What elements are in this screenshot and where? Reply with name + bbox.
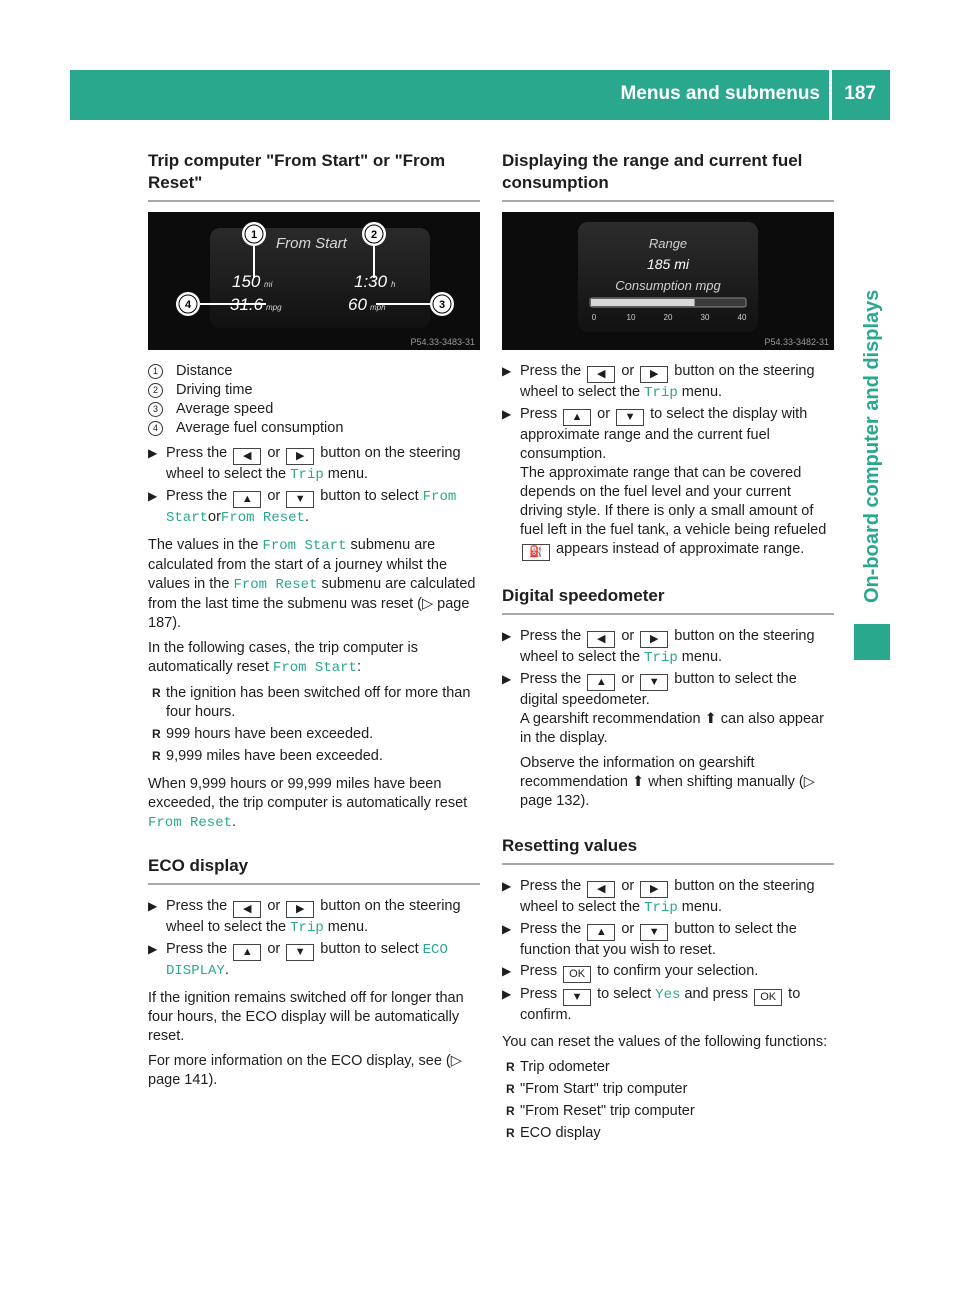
menu-name: From Start: [262, 538, 347, 554]
list-item: R "From Reset" trip computer: [506, 1103, 695, 1119]
step-arrow-icon: ▶: [502, 922, 512, 936]
step-arrow-icon: ▶: [148, 446, 158, 460]
instruction-step: ▶ Press the ◀ or ▶ button on the steering wheel to select the Trip menu.: [502, 363, 815, 401]
section-title-eco-display: ECO display: [148, 855, 480, 885]
callout-2: [362, 222, 386, 246]
step-arrow-icon: ▶: [502, 364, 512, 378]
time-unit: h: [391, 280, 396, 289]
left-arrow-key-icon: ◀: [233, 901, 261, 918]
right-column: [502, 150, 834, 1146]
paragraph: When 9,999 hours or 99,999 miles have been exceeded, the trip computer is automatically reset From Reset.: [148, 776, 468, 831]
figure-code: P54.33-3483-31: [410, 337, 475, 347]
instruction-step: ▶ Press the ◀ or ▶ button on the steering wheel to select the Trip menu.: [502, 628, 815, 666]
menu-name: From Start: [166, 489, 457, 526]
paragraph: You can reset the values of the following functions:: [502, 1034, 828, 1050]
up-arrow-key-icon: ▲: [587, 674, 615, 691]
instruction-step: ▶ Press ▲ or ▼ to select the display with approximate range and the current fuel consumption. The approximate range that can be covered depends on the fuel level and your current driving style. If there is only a small amount of fuel left in the fuel tank, a vehicle being refueled ⛽ appears instead of approximate range.: [502, 405, 834, 561]
list-item: R 9,999 miles have been exceeded.: [152, 748, 383, 764]
step-arrow-icon: ▶: [502, 964, 512, 978]
step-arrow-icon: ▶: [502, 407, 512, 421]
consumption-tick-label: 10: [626, 313, 636, 322]
up-arrow-key-icon: ▲: [233, 944, 261, 961]
range-value: 185 mi: [646, 256, 690, 272]
side-tab-block: [854, 624, 890, 660]
distance-value: 150: [232, 272, 261, 291]
instruction-step: ▶ Press the ▲ or ▼ button to select the digital speedometer. A gearshift recommendation ⬆ can also appear in the display. Observe the information on gearshift recommendation ⬆ when shifting manually (▷ page 132).: [502, 671, 824, 809]
paragraph: The values in the From Start submenu are calculated from the start of a journey whilst the values in the From Reset submenu are calculated from the last time the submenu was reset (▷ page 187).: [148, 537, 476, 631]
list-item: R Trip odometer: [506, 1059, 610, 1075]
bullet-icon: R: [152, 686, 161, 700]
consumption-tick-label: 40: [737, 313, 747, 322]
legend-text: Distance: [176, 363, 233, 379]
right-arrow-key-icon: ▶: [286, 901, 314, 918]
step-arrow-icon: ▶: [502, 879, 512, 893]
down-arrow-key-icon: ▼: [286, 944, 314, 961]
menu-name: From Start: [272, 660, 357, 676]
callout-1: [242, 222, 266, 246]
menu-name: From Reset: [233, 577, 318, 593]
down-arrow-key-icon: ▼: [563, 989, 591, 1006]
menu-option: Yes: [655, 987, 681, 1003]
bullet-icon: R: [506, 1126, 515, 1140]
up-arrow-key-icon: ▲: [563, 409, 591, 426]
section-title-trip-computer: Trip computer "From Start" or "From Reset": [148, 150, 480, 202]
left-arrow-key-icon: ◀: [233, 448, 261, 465]
list-item: R 999 hours have been exceeded.: [152, 726, 374, 742]
page-number: 187: [844, 83, 876, 104]
ok-key-icon: OK: [563, 966, 591, 983]
distance-unit: mi: [264, 280, 273, 289]
down-arrow-key-icon: ▼: [616, 409, 644, 426]
down-arrow-key-icon: ▼: [640, 674, 668, 691]
consumption-tick-label: 0: [591, 313, 597, 322]
legend-number: 1: [148, 364, 163, 379]
bullet-icon: R: [152, 749, 161, 763]
paragraph: If the ignition remains switched off for longer than four hours, the ECO display will be automatically reset.: [148, 990, 464, 1044]
menu-name: Trip: [290, 467, 324, 483]
trip-computer-figure: [148, 212, 480, 350]
consumption-label: Consumption mpg: [615, 278, 721, 293]
menu-name: ECO DISPLAY: [166, 942, 448, 979]
instruction-step: ▶ Press the ▲ or ▼ button to select ECO DISPLAY.: [148, 941, 448, 979]
legend-number: 2: [148, 383, 163, 398]
bullet-icon: R: [506, 1060, 515, 1074]
instruction-step: ▶ Press OK to confirm your selection.: [502, 962, 834, 983]
consumption-value: 31.6: [230, 295, 264, 314]
time-value: 1:30: [354, 272, 388, 291]
callout-3: [430, 292, 454, 316]
svg-text:2: 2: [370, 229, 378, 241]
legend-text: Driving time: [176, 382, 253, 398]
step-arrow-icon: ▶: [148, 899, 158, 913]
header-title: Menus and submenus: [620, 83, 820, 104]
legend-item: [148, 362, 480, 381]
down-arrow-key-icon: ▼: [640, 924, 668, 941]
speed-unit: mph: [370, 303, 386, 312]
consumption-bar-fill: [591, 299, 695, 306]
header-divider: [829, 70, 832, 120]
header-bar: [70, 70, 890, 120]
range-consumption-figure: [502, 212, 834, 350]
range-label: Range: [648, 236, 688, 251]
ok-key-icon: OK: [754, 989, 782, 1006]
svg-text:1: 1: [250, 229, 258, 241]
legend-number: 4: [148, 421, 163, 436]
list-item: R ECO display: [506, 1125, 601, 1141]
up-arrow-key-icon: ▲: [233, 491, 261, 508]
list-item: R "From Start" trip computer: [506, 1081, 688, 1097]
legend-text: Average speed: [176, 401, 274, 417]
consumption-unit: mpg: [266, 303, 282, 312]
instruction-step: ▶ Press the ◀ or ▶ button on the steering wheel to select the Trip menu.: [148, 445, 461, 483]
step-arrow-icon: ▶: [502, 629, 512, 643]
callout-4: [176, 292, 200, 316]
legend-number: 3: [148, 402, 163, 417]
step-arrow-icon: ▶: [502, 987, 512, 1001]
svg-text:3: 3: [438, 299, 446, 311]
menu-name: Trip: [290, 920, 324, 936]
figure-code: P54.33-3482-31: [764, 337, 829, 347]
section-title-digital-speedometer: Digital speedometer: [502, 585, 834, 615]
instruction-step: ▶ Press the ◀ or ▶ button on the steering wheel to select the Trip menu.: [502, 878, 815, 916]
right-arrow-key-icon: ▶: [286, 448, 314, 465]
section-title-resetting-values: Resetting values: [502, 835, 834, 865]
up-arrow-key-icon: ▲: [587, 924, 615, 941]
right-arrow-key-icon: ▶: [640, 881, 668, 898]
menu-name: From Reset: [148, 815, 233, 831]
section-title-range-consumption: Displaying the range and current fuel consumption: [502, 150, 834, 202]
left-arrow-key-icon: ◀: [587, 366, 615, 383]
bullet-icon: R: [506, 1082, 515, 1096]
bullet-icon: R: [506, 1104, 515, 1118]
menu-name: Trip: [644, 900, 678, 916]
legend-item: [148, 419, 480, 438]
step-arrow-icon: ▶: [502, 672, 512, 686]
speed-value: 60: [348, 295, 367, 314]
paragraph: For more information on the ECO display, see (▷ page 141).: [148, 1053, 462, 1088]
consumption-tick-label: 20: [663, 313, 673, 322]
instruction-step: ▶ Press the ▲ or ▼ button to select From StartorFrom Reset.: [148, 488, 457, 526]
side-tab-label: On-board computer and displays: [861, 289, 883, 603]
step-arrow-icon: ▶: [148, 489, 158, 503]
legend-item: [148, 381, 480, 400]
instruction-step: ▶ Press the ▲ or ▼ button to select the function that you wish to reset.: [502, 921, 797, 958]
legend-item: [148, 400, 480, 419]
left-arrow-key-icon: ◀: [587, 631, 615, 648]
instruction-step: ▶ Press the ◀ or ▶ button on the steering wheel to select the Trip menu.: [148, 898, 461, 936]
down-arrow-key-icon: ▼: [286, 491, 314, 508]
left-arrow-key-icon: ◀: [587, 881, 615, 898]
legend-text: Average fuel consumption: [176, 420, 344, 436]
menu-name: Trip: [644, 385, 678, 401]
left-column: [148, 150, 480, 1090]
consumption-tick-label: 30: [700, 313, 710, 322]
menu-name: From Reset: [220, 510, 305, 526]
svg-text:4: 4: [184, 299, 192, 311]
list-item: R the ignition has been switched off for more than four hours.: [152, 685, 471, 720]
refuel-symbol-icon: ⛽: [522, 544, 550, 561]
instruction-step: ▶ Press ▼ to select Yes and press OK to confirm.: [502, 986, 801, 1023]
bullet-icon: R: [152, 727, 161, 741]
right-arrow-key-icon: ▶: [640, 631, 668, 648]
paragraph: In the following cases, the trip computer is automatically reset From Start:: [148, 640, 418, 676]
menu-name: Trip: [644, 650, 678, 666]
right-arrow-key-icon: ▶: [640, 366, 668, 383]
step-arrow-icon: ▶: [148, 942, 158, 956]
from-start-label: From Start: [276, 235, 347, 252]
